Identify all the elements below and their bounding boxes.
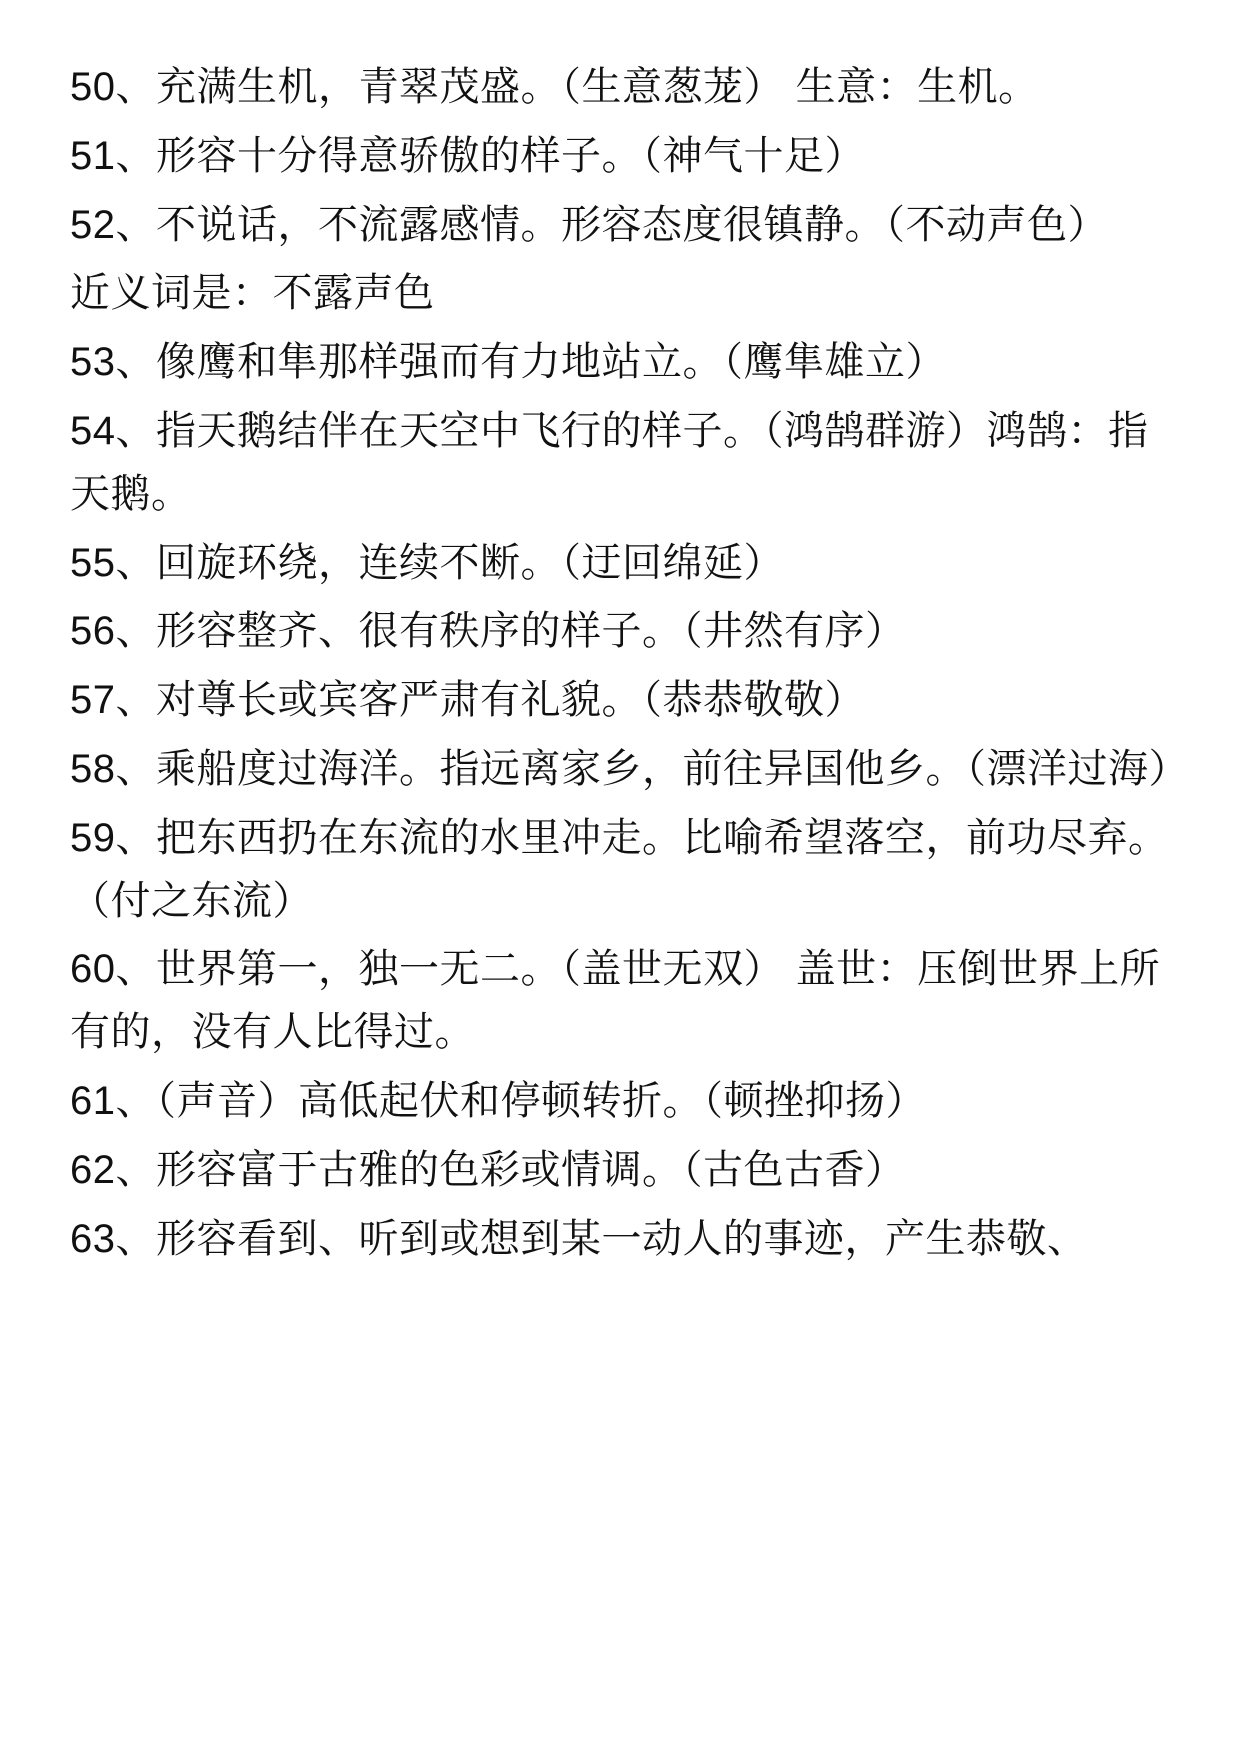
document-line: 63、形容看到、听到或想到某一动人的事迹，产生恭敬、 (70, 1216, 1088, 1261)
document-line: 53、像鹰和隼那样强而有力地站立。（鹰隼雄立） (70, 340, 946, 385)
document-line: 56、形容整齐、很有秩序的样子。（井然有序） (70, 609, 906, 654)
document-line: 50、充满生机，青翠茂盛。（生意葱茏） 生意：生机。 (70, 65, 1039, 109)
document-line: 近义词是：不露声色 (70, 271, 435, 316)
document-line: 58、乘船度过海洋。指远离家乡，前往异国他乡。（漂洋过海） (70, 746, 1189, 791)
document-line: 52、不说话，不流露感情。形容态度很镇静。（不动声色） (70, 202, 1108, 247)
document-line: 55、回旋环绕，连续不断。（迂回绵延） (70, 540, 784, 585)
document-line: 61、（声音）高低起伏和停顿转折。（顿挫抑扬） (70, 1078, 926, 1123)
document-line: 60、世界第一，独一无二。（盖世无双） 盖世：压倒世界上所有的，没有人比得过。 (70, 947, 1161, 1055)
document-line: 62、形容富于古雅的色彩或情调。（古色古香） (70, 1147, 906, 1192)
document-line: 57、对尊长或宾客严肃有礼貌。（恭恭敬敬） (70, 678, 865, 723)
document-line: 51、形容十分得意骄傲的样子。（神气十足） (70, 133, 865, 178)
document-line: 59、把东西扔在东流的水里冲走。比喻希望落空，前功尽弃。（付之东流） (70, 815, 1169, 923)
document-line: 54、指天鹅结伴在天空中飞行的样子。（鸿鹄群游）鸿鹄：指天鹅。 (70, 408, 1149, 516)
